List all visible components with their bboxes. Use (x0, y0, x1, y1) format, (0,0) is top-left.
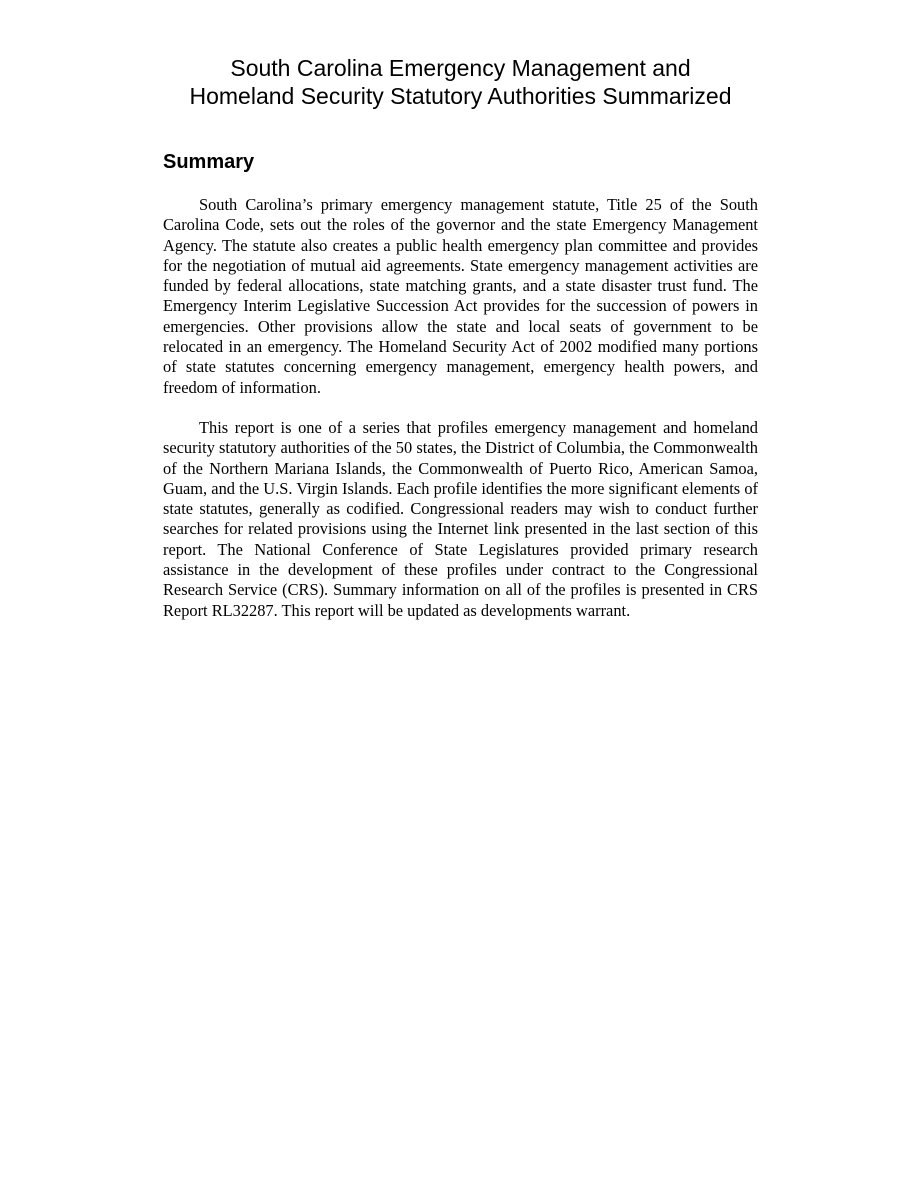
document-title-line-2: Homeland Security Statutory Authorities Summarized (189, 83, 732, 109)
summary-paragraph-1: South Carolina’s primary emergency management statute, Title 25 of the South Carolina Code, sets out the roles of the governor and the state Emergency Management Agency. The statute also creates a public health emergency plan committee and provides for the negotiation of mutual aid agreements. State emergency management activities are funded by federal allocations, state matching grants, and a state disaster trust fund. The Emergency Interim Legislative Succession Act provides for the succession of powers in emergencies. Other provisions allow the state and local seats of government to be relocated in an emergency. The Homeland Security Act of 2002 modified many portions of state statutes concerning emergency management, emergency health powers, and freedom of information. (163, 195, 758, 397)
summary-paragraph-2: This report is one of a series that profiles emergency management and homeland security statutory authorities of the 50 states, the District of Columbia, the Commonwealth of the Northern Mariana Islands, the Commonwealth of Puerto Rico, American Samoa, Guam, and the U.S. Virgin Islands. Each profile identifies the more significant elements of state statutes, generally as codified. Congressional readers may wish to conduct further searches for related provisions using the Internet link presented in the last section of this report. The National Conference of State Legislatures provided primary research assistance in the development of these profiles under contract to the Congressional Research Service (CRS). Summary information on all of the profiles is presented in CRS Report RL32287. This report will be updated as developments warrant. (163, 417, 758, 620)
document-title (163, 54, 758, 110)
document-title-line-1: South Carolina Emergency Management and (230, 55, 691, 81)
summary-heading: Summary (163, 151, 255, 173)
document-page (163, 54, 758, 621)
